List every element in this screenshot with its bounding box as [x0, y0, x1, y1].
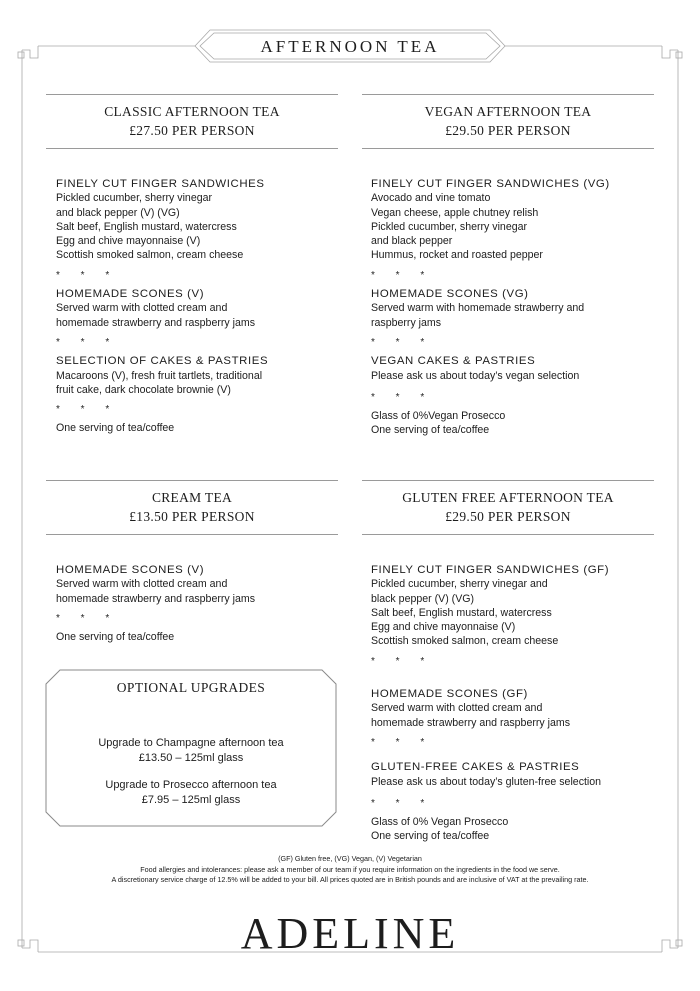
- gf-sandwich-heading: FINELY CUT FINGER SANDWICHES (GF): [371, 564, 610, 576]
- menu-line: Egg and chive mayonnaise (V): [56, 235, 201, 248]
- menu-line: One serving of tea/coffee: [56, 422, 175, 435]
- menu-line: Pickled cucumber, sherry vinegar: [371, 220, 528, 233]
- gf-scones-heading: HOMEMADE SCONES (GF): [371, 688, 528, 701]
- classic-header: [46, 102, 338, 140]
- menu-line: and black pepper: [371, 235, 453, 248]
- star-separator: * * *: [371, 655, 434, 667]
- cream-title: CREAM TEA: [151, 490, 233, 505]
- menu-line: fruit cake, dark chocolate brownie (V): [56, 383, 231, 396]
- menu-line: homemade strawberry and raspberry jams: [56, 316, 256, 329]
- upgrade-prosecco-label: Upgrade to Prosecco afternoon tea: [105, 779, 277, 791]
- upgrade-champagne: [46, 736, 336, 765]
- divider: [362, 148, 654, 149]
- menu-line: homemade strawberry and raspberry jams: [56, 592, 256, 605]
- menu-line: Please ask us about today’s vegan selection: [371, 369, 580, 382]
- classic-price: £27.50 PER PERSON: [129, 123, 255, 138]
- divider: [46, 94, 338, 95]
- menu-line: Glass of 0%Vegan Prosecco: [371, 410, 506, 423]
- gf-cakes-heading: GLUTEN-FREE CAKES & PASTRIES: [371, 761, 580, 774]
- vegan-price: £29.50 PER PERSON: [445, 123, 571, 138]
- menu-line: homemade strawberry and raspberry jams: [371, 716, 571, 729]
- vegan-menu: [371, 177, 661, 438]
- menu-line: Pickled cucumber, sherry vinegar and: [371, 578, 548, 591]
- star-separator: * * *: [371, 736, 434, 748]
- menu-line: Salt beef, English mustard, watercress: [371, 606, 552, 619]
- menu-line: One serving of tea/coffee: [371, 424, 490, 437]
- star-separator: * * *: [56, 269, 119, 281]
- star-separator: * * *: [371, 797, 434, 809]
- star-separator: * * *: [56, 612, 119, 624]
- gluten-free-title: GLUTEN FREE AFTERNOON TEA: [402, 490, 614, 505]
- divider: [362, 534, 654, 535]
- cream-scones-heading: HOMEMADE SCONES (V): [56, 564, 205, 576]
- classic-cakes-heading: SELECTION OF CAKES & PASTRIES: [56, 355, 269, 368]
- menu-line: Avocado and vine tomato: [371, 192, 491, 205]
- menu-line: Salt beef, English mustard, watercress: [56, 220, 237, 233]
- menu-line: One serving of tea/coffee: [371, 830, 490, 843]
- menu-line: black pepper (V) (VG): [371, 592, 475, 605]
- menu-line: Egg and chive mayonnaise (V): [371, 621, 516, 634]
- menu-line: Served warm with clotted cream and: [56, 302, 228, 315]
- menu-title: AFTERNOON TEA: [260, 37, 440, 56]
- star-separator: * * *: [371, 269, 434, 281]
- menu-line: Vegan cheese, apple chutney relish: [371, 206, 539, 219]
- menu-line: Please ask us about today’s gluten-free selection: [371, 775, 602, 788]
- vegan-sandwich-heading: FINELY CUT FINGER SANDWICHES (VG): [371, 178, 610, 190]
- classic-scones-heading: HOMEMADE SCONES (V): [56, 288, 205, 301]
- divider: [362, 94, 654, 95]
- upgrade-champagne-price: £13.50 – 125ml glass: [138, 751, 244, 764]
- menu-line: Glass of 0% Vegan Prosecco: [371, 816, 509, 829]
- logo-text: ADELINE: [240, 909, 460, 958]
- classic-menu: [56, 177, 341, 436]
- dietary-legend: (GF) Gluten free, (VG) Vegan, (V) Vegetarian: [278, 854, 422, 863]
- divider: [46, 148, 338, 149]
- star-separator: * * *: [56, 404, 119, 416]
- menu-line: and black pepper (V) (VG): [56, 206, 180, 219]
- menu-line: One serving of tea/coffee: [56, 631, 175, 644]
- menu-line: Scottish smoked salmon, cream cheese: [371, 635, 559, 648]
- adeline-logo: [200, 902, 500, 962]
- gluten-free-header: [362, 488, 654, 526]
- divider: [362, 480, 654, 481]
- star-separator: * * *: [371, 391, 434, 403]
- upgrade-prosecco: [46, 778, 336, 807]
- star-separator: * * *: [56, 336, 119, 348]
- star-separator: * * *: [371, 336, 434, 348]
- vegan-cakes-heading: VEGAN CAKES & PASTRIES: [371, 355, 536, 368]
- menu-line: Served warm with homemade strawberry and: [371, 302, 585, 315]
- cream-header: [46, 488, 338, 526]
- menu-line: raspberry jams: [371, 316, 442, 329]
- menu-line: Scottish smoked salmon, cream cheese: [56, 249, 244, 262]
- vegan-scones-heading: HOMEMADE SCONES (VG): [371, 288, 529, 301]
- upgrade-prosecco-price: £7.95 – 125ml glass: [141, 793, 241, 806]
- gluten-free-price: £29.50 PER PERSON: [445, 509, 571, 524]
- allergy-note: Food allergies and intolerances: please ask a member of our team if you require information on the ingredients in the food we serve.: [140, 865, 560, 874]
- cream-price: £13.50 PER PERSON: [129, 509, 255, 524]
- upgrades-title: OPTIONAL UPGRADES: [116, 680, 266, 695]
- classic-sandwich-heading: FINELY CUT FINGER SANDWICHES: [56, 178, 265, 190]
- menu-line: Served warm with clotted cream and: [56, 578, 228, 591]
- menu-line: Hummus, rocket and roasted pepper: [371, 249, 543, 262]
- menu-line: Served warm with clotted cream and: [371, 702, 543, 715]
- divider: [46, 534, 338, 535]
- vegan-title: VEGAN AFTERNOON TEA: [424, 104, 592, 119]
- upgrade-champagne-label: Upgrade to Champagne afternoon tea: [98, 737, 284, 749]
- cream-menu: [56, 563, 341, 644]
- vegan-header: [362, 102, 654, 140]
- menu-line: Pickled cucumber, sherry vinegar: [56, 192, 213, 205]
- classic-title: CLASSIC AFTERNOON TEA: [104, 104, 280, 119]
- menu-title-plaque: [195, 30, 505, 64]
- gluten-free-menu: [371, 563, 661, 844]
- divider: [46, 480, 338, 481]
- service-charge-note: A discretionary service charge of 12.5% will be added to your bill. All prices quoted are in British pounds and are inclusive of VAT at the prevailing rate.: [111, 875, 589, 884]
- menu-line: Macaroons (V), fresh fruit tartlets, traditional: [56, 369, 263, 382]
